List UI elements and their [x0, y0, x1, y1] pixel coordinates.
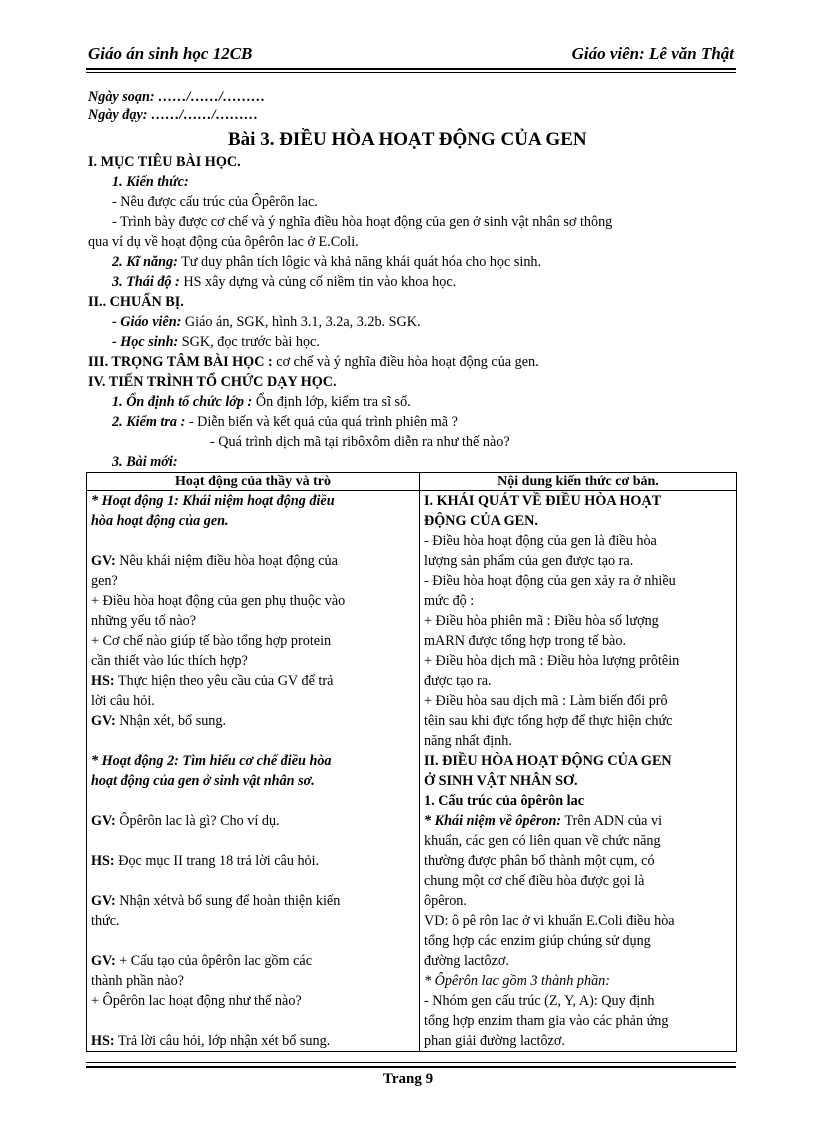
- table-header-activities: Hoạt động của thầy và trò: [87, 473, 420, 491]
- student-prep-line: - Học sinh: SGK, đọc trước bài học.: [112, 334, 320, 350]
- footer-rule: [86, 1066, 736, 1068]
- cell-line: [91, 871, 415, 891]
- content-cell: [420, 491, 737, 1052]
- cell-line: + Điều hòa phiên mã : Điều hòa số lượng: [424, 613, 659, 629]
- table-header-content: Nội dung kiến thức cơ bản.: [420, 473, 737, 491]
- check-line-2: - Quá trình dịch mã tại ribôxôm diễn ra như thế nào?: [210, 434, 510, 450]
- cell-line: năng nhất định.: [424, 733, 512, 749]
- lesson-table: [86, 472, 737, 1052]
- header-course: Giáo án sinh học 12CB: [88, 44, 253, 63]
- cell-line: hòa hoạt động của gen.: [91, 513, 229, 529]
- header-rule-thin: [86, 72, 736, 73]
- cell-line: * Hoạt động 2: Tìm hiểu cơ chế điều hòa: [91, 753, 332, 769]
- cell-line: GV: Nêu khái niệm điều hòa hoạt động của: [91, 553, 338, 569]
- cell-line: * Hoạt động 1: Khái niệm hoạt động điều: [91, 493, 335, 509]
- cell-line: [91, 531, 415, 551]
- check-line-1: 2. Kiểm tra : - Diễn biến và kết quả của quá trình phiên mã ?: [112, 414, 458, 430]
- cell-line: lượng sản phẩm của gen được tạo ra.: [424, 553, 634, 569]
- cell-line: tổng hợp các enzim giúp chúng sử dụng: [424, 933, 651, 949]
- cell-line: I. KHÁI QUÁT VỀ ĐIỀU HÒA HOẠT: [424, 493, 662, 509]
- cell-line: thành phần nào?: [91, 973, 184, 989]
- cell-line: gen?: [91, 573, 118, 589]
- activities-cell: [87, 491, 420, 1052]
- cell-line: mARN được tổng hợp trong tế bào.: [424, 633, 626, 649]
- new-lesson-label: 3. Bài mới:: [112, 454, 178, 470]
- cell-line: [91, 731, 415, 751]
- cell-line: têin sau khi đực tổng hợp để thực hiện chức: [424, 713, 673, 729]
- table-header-row: [87, 473, 737, 491]
- cell-line: GV: + Cấu tạo của ôpêrôn lac gồm các: [91, 953, 313, 969]
- cell-line: chung một cơ chế điều hòa được gọi là: [424, 873, 645, 889]
- cell-line: [91, 831, 415, 851]
- knowledge-label: 1. Kiến thức:: [112, 174, 189, 190]
- cell-line: II. ĐIỀU HÒA HOẠT ĐỘNG CỦA GEN: [424, 753, 672, 769]
- cell-line: * Ôpêrôn lac gồm 3 thành phần:: [424, 973, 610, 989]
- header-teacher: Giáo viên: Lê văn Thật: [571, 44, 734, 63]
- section-1-heading: I. MỤC TIÊU BÀI HỌC.: [88, 154, 241, 170]
- date-prepared: Ngày soạn: ……/……/………: [88, 89, 266, 105]
- knowledge-line-2: - Trình bày được cơ chế và ý nghĩa điều hòa hoạt động của gen ở sinh vật nhân sơ thông: [112, 214, 613, 230]
- cell-line: GV: Ôpêrôn lac là gì? Cho ví dụ.: [91, 813, 280, 829]
- cell-line: khuẩn, các gen có liên quan về chức năng: [424, 833, 661, 849]
- section-4-heading: IV. TIẾN TRÌNH TỔ CHỨC DẠY HỌC.: [88, 374, 337, 390]
- knowledge-line-1: - Nêu được cấu trúc của Ôpêrôn lac.: [112, 194, 318, 210]
- cell-line: ôpêron.: [424, 893, 467, 909]
- class-setup-line: 1. Ổn định tổ chức lớp : Ổn định lớp, kiểm tra sĩ số.: [112, 394, 411, 410]
- cell-line: + Điều hòa hoạt động của gen phụ thuộc vào: [91, 593, 346, 609]
- cell-line: thức.: [91, 913, 120, 929]
- cell-line: * Khái niệm về ôpêron: Trên ADN của vi: [424, 813, 663, 829]
- cell-line: + Cơ chế nào giúp tế bào tổng hợp protein: [91, 633, 332, 649]
- cell-line: lời câu hỏi.: [91, 693, 155, 709]
- lesson-title: Bài 3. ĐIỀU HÒA HOẠT ĐỘNG CỦA GEN: [228, 129, 587, 150]
- footer-rule-thin: [86, 1062, 736, 1063]
- skills-line: 2. Kĩ năng: Tư duy phân tích lôgic và khả năng khái quát hóa cho học sinh.: [112, 254, 542, 270]
- section-2-heading: II.. CHUẨN BỊ.: [88, 294, 184, 310]
- cell-line: + Ôpêrôn lac hoạt động như thế nào?: [91, 993, 302, 1009]
- cell-line: tổng hợp enzim tham gia vào các phản ứng: [424, 1013, 669, 1029]
- cell-line: thường được phân bố thành một cụm, có: [424, 853, 655, 869]
- cell-line: cần thiết vào lúc thích hợp?: [91, 653, 248, 669]
- page-header: [88, 44, 734, 68]
- cell-line: + Điều hòa sau dịch mã : Làm biến đổi prô: [424, 693, 668, 709]
- header-rule: [86, 68, 736, 70]
- cell-line: GV: Nhận xétvà bổ sung để hoàn thiện kiến: [91, 893, 341, 909]
- cell-line: HS: Thực hiện theo yêu cầu của GV để trả: [91, 673, 334, 689]
- cell-line: [91, 791, 415, 811]
- cell-line: GV: Nhận xét, bổ sung.: [91, 713, 227, 729]
- cell-line: mức độ :: [424, 593, 475, 609]
- section-3-line: III. TRỌNG TÂM BÀI HỌC : cơ chế và ý nghĩa điều hòa hoạt động của gen.: [88, 354, 539, 370]
- cell-line: HS: Đọc mục II trang 18 trả lời câu hỏi.: [91, 853, 320, 869]
- cell-line: hoạt động của gen ở sinh vật nhân sơ.: [91, 773, 315, 789]
- cell-line: những yếu tố nào?: [91, 613, 197, 629]
- cell-line: 1. Cấu trúc của ôpêrôn lac: [424, 793, 584, 809]
- knowledge-line-3: qua ví dụ về hoạt động của ôpêrôn lac ở E.Coli.: [88, 234, 359, 250]
- cell-line: - Điều hòa hoạt động của gen là điều hòa: [424, 533, 657, 549]
- attitude-line: 3. Thái độ : HS xây dựng và củng cố niềm tin vào khoa học.: [112, 274, 457, 290]
- cell-line: phan giải đường lactôzơ.: [424, 1033, 565, 1049]
- table-row: [87, 491, 737, 1052]
- cell-line: - Điều hòa hoạt động của gen xảy ra ở nhiều: [424, 573, 676, 589]
- teacher-prep-line: - Giáo viên: Giáo án, SGK, hình 3.1, 3.2a, 3.2b. SGK.: [112, 314, 421, 330]
- cell-line: ĐỘNG CỦA GEN.: [424, 513, 538, 529]
- cell-line: [91, 1011, 415, 1031]
- cell-line: HS: Trả lời câu hỏi, lớp nhận xét bổ sung.: [91, 1033, 331, 1049]
- cell-line: - Nhóm gen cấu trúc (Z, Y, A): Quy định: [424, 993, 655, 1009]
- cell-line: + Điều hòa dịch mã : Điều hòa lượng prôtêin: [424, 653, 680, 669]
- cell-line: Ở SINH VẬT NHÂN SƠ.: [424, 773, 578, 789]
- date-taught: Ngày đạy: ……/……/………: [88, 107, 259, 123]
- cell-line: được tạo ra.: [424, 673, 492, 689]
- cell-line: [91, 931, 415, 951]
- cell-line: VD: ô pê rôn lac ở vi khuẩn E.Coli điều hòa: [424, 913, 675, 929]
- page-number: Trang 9: [382, 1071, 434, 1087]
- cell-line: đường lactôzơ.: [424, 953, 509, 969]
